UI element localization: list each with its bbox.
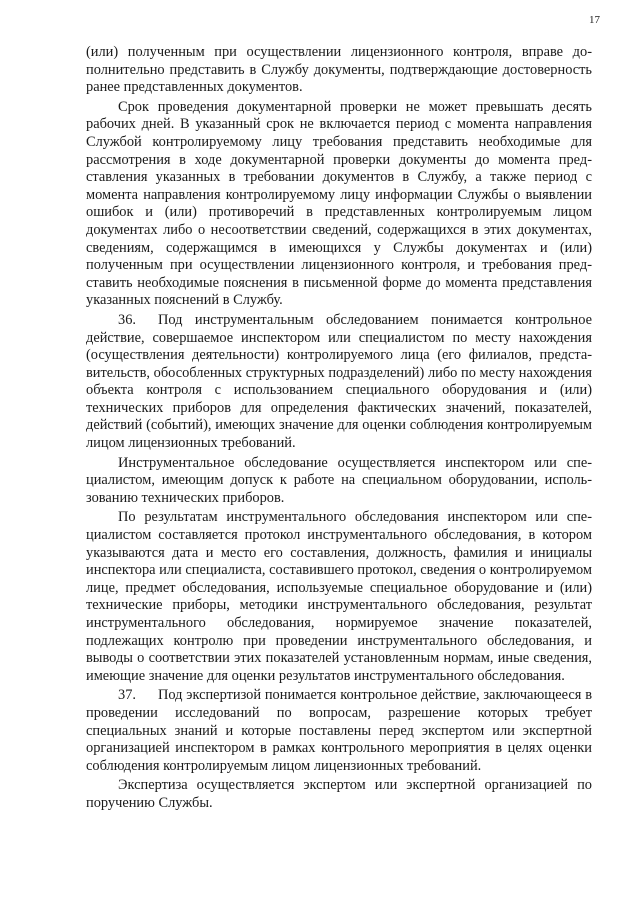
- paragraph-instrumental-executor: Инструментальное обследование осуществляется инспектором или специалистом, имеющим допуск к работе на специальном оборудовании, использованию технических приборов.: [86, 454, 592, 506]
- paragraph-instrumental-protocol: По результатам инструментального обследования инспектором или специалистом составляется протокол инструментального обследования, в котором указываются дата и место его составления, должность, фамилия и инициалы инспектора или специалиста, составившего протокол, сведения о контролируемом лице, предмет обследования, используемые специальное оборудование и (или) технические приборы, методики инструментального обследования, результат инструментального обследования, нормируемое значение показателей, подлежащих контролю при проведении инструментального обследования, и выводы о соответствии этих показателей установленным нормам, иные сведения, имеющие значение для оценки результатов инструментального обследования.: [86, 509, 592, 684]
- paragraph-review-period: Срок проведения документарной проверки не может превышать десять рабочих дней. В указанный срок не включается период с момента направления Службой контролируемому лицу требования представить необходимые для рассмотрения в ходе документарной проверки документы до момента представления указанных в требовании документов в Службу, а также период с момента направления контролируемому лицу информации Службы о выявлении ошибок и (или) противоречий в представленных контролируемым лицом документах либо о несоответствии сведений, содержащихся в этих документах, сведениям, содержащимся в имеющихся у Службы документах и (или) полученным при осуществлении лицензионного контроля, и требования представить необходимые пояснения в письменной форме до момента представления указанных пояснений в Службу.: [86, 98, 592, 309]
- paragraph-36-text: Под инструментальным обследованием понимается контрольное действие, совершаемое инспектором или специалистом по месту нахождения (осуществления деятельности) контролируемого лица (его филиалов, представительств, обособленных структурных подразделений) либо по месту нахождения объекта контроля с использованием специального оборудования и (или) технических приборов для определения фактических значений, показателей, действий (событий), имеющих значение для оценки соблюдения контролируемым лицом лицензионных требований.: [86, 311, 592, 452]
- document-body: [86, 44, 592, 815]
- paragraph-36: [86, 312, 592, 453]
- clause-number-36: 36.: [118, 311, 136, 328]
- paragraph-37: [86, 687, 592, 775]
- clause-number-37: 37.: [118, 687, 136, 704]
- paragraph-expertise-executor: Экспертиза осуществляется экспертом или экспертной организацией по поручению Службы.: [86, 777, 592, 811]
- paragraph-continuation: (или) полученным при осуществлении лицензионного контроля, вправе дополнительно представить в Службу документы, подтверждающие достоверность ранее представленных документов.: [86, 44, 592, 96]
- paragraph-37-text: Под экспертизой понимается контрольное действие, заключающееся в проведении исследований по вопросам, разрешение которых требует специальных знаний и которые поставлены перед экспертом или экспертной организацией инспектором в рамках контрольного мероприятия в целях оценки соблюдения контролируемым лицом лицензионных требований.: [86, 687, 592, 774]
- page-number: 17: [589, 14, 600, 26]
